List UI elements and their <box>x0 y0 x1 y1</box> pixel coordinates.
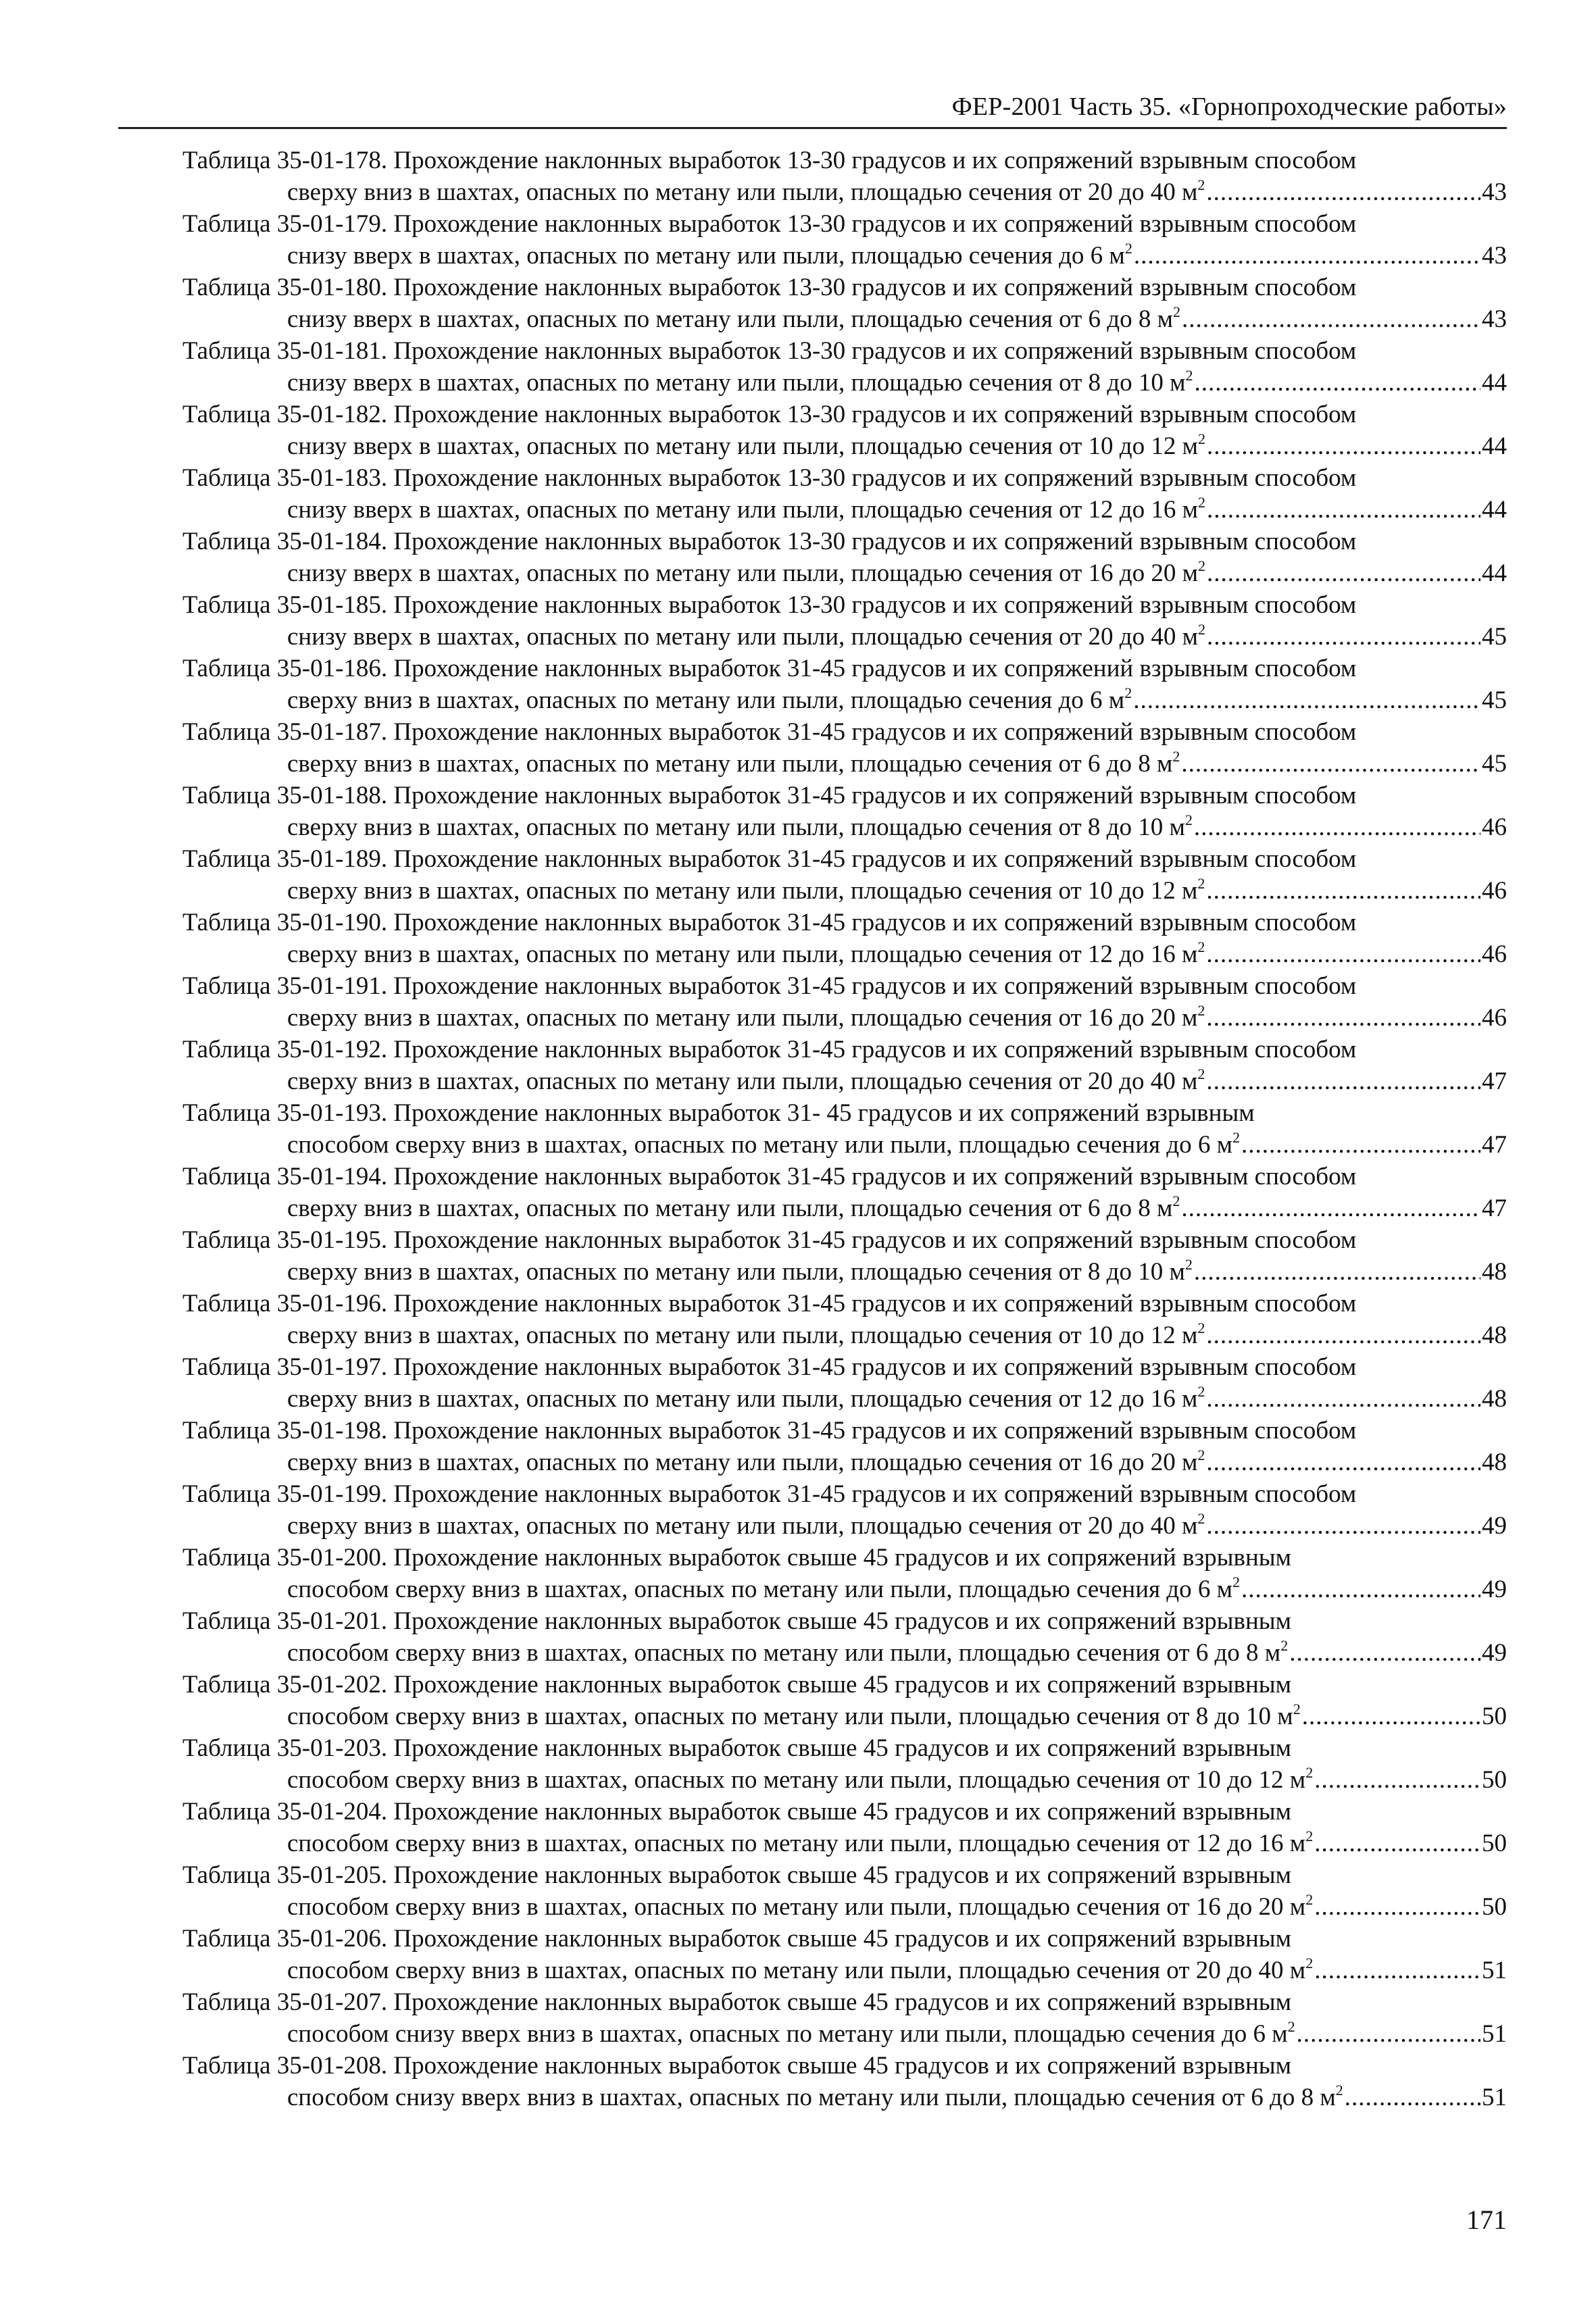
toc-page-number: 47 <box>1482 1194 1507 1222</box>
toc-page-number: 49 <box>1482 1512 1507 1540</box>
toc-title-line1: Прохождение наклонных выработок свыше 45 градусов и их сопряжений взрывным <box>393 1544 1292 1571</box>
unit-superscript: 2 <box>1197 1447 1205 1463</box>
dot-leader <box>1297 2018 1480 2050</box>
toc-entry[interactable] <box>182 1288 1507 1351</box>
table-number: Таблица 35-01-189. <box>182 845 388 873</box>
table-number: Таблица 35-01-196. <box>182 1290 388 1317</box>
toc-entry-continuation <box>182 811 1507 843</box>
toc-title-line2: способом сверху вниз в шахтах, опасных по метану или пыли, площадью сечения от 10 до 12 м <box>287 1766 1306 1794</box>
table-number: Таблица 35-01-206. <box>182 1925 388 1953</box>
toc-title-line2: способом сверху вниз в шахтах, опасных по метану или пыли, площадью сечения до 6 м <box>287 1576 1233 1603</box>
unit-superscript: 2 <box>1198 557 1206 574</box>
dot-leader <box>1206 176 1480 208</box>
toc-title-line1: Прохождение наклонных выработок 13-30 градусов и их сопряжений взрывным способом <box>393 528 1357 555</box>
toc-title-line1: Прохождение наклонных выработок 31-45 градусов и их сопряжений взрывным способом <box>393 1226 1357 1254</box>
toc-entry-continuation <box>182 1510 1507 1542</box>
toc-title-line2: сверху вниз в шахтах, опасных по метану или пыли, площадью сечения до 6 м <box>287 686 1125 714</box>
toc-title-line1: Прохождение наклонных выработок 13-30 градусов и их сопряжений взрывным способом <box>393 210 1357 238</box>
table-number: Таблица 35-01-187. <box>182 718 388 746</box>
dot-leader <box>1345 2082 1480 2113</box>
unit-superscript: 2 <box>1305 1891 1314 1908</box>
table-number: Таблица 35-01-179. <box>182 210 388 238</box>
toc-entry-heading <box>182 716 1507 748</box>
toc-page-number: 46 <box>1482 877 1507 905</box>
toc-entry-heading <box>182 1034 1507 1065</box>
toc-entry-continuation <box>182 1828 1507 1859</box>
toc-entry-continuation <box>182 1955 1507 1986</box>
dot-leader <box>1241 1129 1480 1161</box>
toc-title-line1: Прохождение наклонных выработок 13-30 градусов и их сопряжений взрывным способом <box>393 274 1357 301</box>
table-of-contents <box>182 145 1507 2113</box>
table-number: Таблица 35-01-185. <box>182 591 388 619</box>
toc-entry-heading <box>182 1097 1507 1129</box>
toc-title-line1: Прохождение наклонных выработок 31-45 градусов и их сопряжений взрывным способом <box>393 1036 1357 1063</box>
unit-superscript: 2 <box>1197 1319 1205 1336</box>
toc-entry[interactable] <box>182 1732 1507 1796</box>
toc-page-number: 48 <box>1482 1258 1507 1286</box>
toc-entry[interactable] <box>182 843 1507 907</box>
toc-entry-continuation <box>182 1447 1507 1478</box>
toc-entry[interactable] <box>182 716 1507 780</box>
unit-superscript: 2 <box>1198 430 1206 447</box>
toc-entry-continuation <box>182 430 1507 462</box>
toc-title-line1: Прохождение наклонных выработок свыше 45 градусов и их сопряжений взрывным <box>393 2052 1292 2080</box>
toc-entry[interactable] <box>182 399 1507 462</box>
toc-entry-heading <box>182 1796 1507 1828</box>
toc-title-line2: сверху вниз в шахтах, опасных по метану или пыли, площадью сечения от 20 до 40 м <box>287 1512 1198 1540</box>
toc-entry[interactable] <box>182 1097 1507 1161</box>
toc-title-line2: сверху вниз в шахтах, опасных по метану или пыли, площадью сечения от 8 до 10 м <box>287 813 1185 841</box>
toc-entry[interactable] <box>182 526 1507 589</box>
toc-entry-continuation <box>182 494 1507 526</box>
dot-leader <box>1206 1002 1480 1034</box>
toc-entry-continuation <box>182 176 1507 208</box>
toc-entry-heading <box>182 1669 1507 1701</box>
table-number: Таблица 35-01-186. <box>182 655 388 682</box>
toc-entry-heading <box>182 589 1507 621</box>
toc-page-number: 45 <box>1482 750 1507 778</box>
toc-entry-continuation <box>182 1256 1507 1288</box>
toc-entry-continuation <box>182 303 1507 335</box>
table-number: Таблица 35-01-182. <box>182 401 388 428</box>
unit-superscript: 2 <box>1124 684 1132 701</box>
toc-entry-heading <box>182 1542 1507 1574</box>
toc-page-number: 47 <box>1482 1131 1507 1159</box>
unit-superscript: 2 <box>1197 1383 1205 1400</box>
dot-leader <box>1207 494 1480 526</box>
toc-title-line2: способом снизу вверх вниз в шахтах, опасных по метану или пыли, площадью сечения до 6 м <box>287 2020 1288 2048</box>
unit-superscript: 2 <box>1184 1256 1193 1273</box>
toc-entry[interactable] <box>182 970 1507 1034</box>
toc-entry[interactable] <box>182 1605 1507 1669</box>
toc-page-number: 48 <box>1482 1322 1507 1349</box>
toc-title-line2: способом снизу вверх вниз в шахтах, опасных по метану или пыли, площадью сечения от 6 до 8 м <box>287 2084 1336 2111</box>
toc-entry-heading <box>182 1605 1507 1637</box>
toc-entry-heading <box>182 272 1507 303</box>
dot-leader <box>1314 1891 1480 1923</box>
dot-leader <box>1206 1447 1480 1478</box>
toc-entry-heading <box>182 1859 1507 1891</box>
table-number: Таблица 35-01-205. <box>182 1861 388 1889</box>
dot-leader <box>1314 1764 1480 1796</box>
toc-title-line2: сверху вниз в шахтах, опасных по метану или пыли, площадью сечения от 8 до 10 м <box>287 1258 1185 1286</box>
unit-superscript: 2 <box>1305 1955 1314 1971</box>
dot-leader <box>1206 1065 1480 1097</box>
toc-entry-heading <box>182 1478 1507 1510</box>
dot-leader <box>1207 557 1480 589</box>
dot-leader <box>1182 303 1480 335</box>
dot-leader <box>1206 875 1480 907</box>
toc-entry[interactable] <box>182 1923 1507 1986</box>
toc-title-line1: Прохождение наклонных выработок 13-30 градусов и их сопряжений взрывным способом <box>393 337 1357 365</box>
toc-page-number: 50 <box>1482 1893 1507 1921</box>
table-number: Таблица 35-01-201. <box>182 1607 388 1635</box>
toc-entry-continuation <box>182 1383 1507 1415</box>
table-number: Таблица 35-01-181. <box>182 337 388 365</box>
toc-title-line2: снизу вверх в шахтах, опасных по метану или пыли, площадью сечения от 6 до 8 м <box>287 305 1174 333</box>
toc-entry-heading <box>182 1415 1507 1447</box>
dot-leader <box>1195 367 1480 399</box>
toc-title-line2: способом сверху вниз в шахтах, опасных по метану или пыли, площадью сечения от 12 до 16 м <box>287 1830 1306 1857</box>
toc-title-line1: Прохождение наклонных выработок свыше 45 градусов и их сопряжений взрывным <box>393 1925 1292 1953</box>
unit-superscript: 2 <box>1197 938 1205 955</box>
toc-title-line1: Прохождение наклонных выработок 31-45 градусов и их сопряжений взрывным способом <box>393 909 1357 936</box>
toc-entry[interactable] <box>182 1161 1507 1224</box>
dot-leader <box>1206 1510 1480 1542</box>
toc-title-line1: Прохождение наклонных выработок 31-45 градусов и их сопряжений взрывным способом <box>393 1480 1357 1508</box>
toc-entry[interactable] <box>182 208 1507 272</box>
toc-entry[interactable] <box>182 1415 1507 1478</box>
dot-leader <box>1194 1256 1480 1288</box>
unit-superscript: 2 <box>1305 1764 1314 1781</box>
toc-entry[interactable] <box>182 1478 1507 1542</box>
unit-superscript: 2 <box>1335 2082 1343 2098</box>
toc-entry-continuation <box>182 938 1507 970</box>
toc-entry[interactable] <box>182 272 1507 335</box>
toc-title-line2: сверху вниз в шахтах, опасных по метану или пыли, площадью сечения от 16 до 20 м <box>287 1449 1198 1476</box>
unit-superscript: 2 <box>1172 748 1180 765</box>
toc-title-line1: Прохождение наклонных выработок 13-30 градусов и их сопряжений взрывным способом <box>393 591 1357 619</box>
toc-entry-heading <box>182 208 1507 240</box>
toc-entry[interactable] <box>182 653 1507 716</box>
toc-title-line1: Прохождение наклонных выработок 31-45 градусов и их сопряжений взрывным способом <box>393 718 1357 746</box>
toc-page-number: 43 <box>1482 178 1507 206</box>
unit-superscript: 2 <box>1198 621 1206 638</box>
dot-leader <box>1206 938 1480 970</box>
unit-superscript: 2 <box>1197 1065 1205 1082</box>
toc-title-line2: способом сверху вниз в шахтах, опасных по метану или пыли, площадью сечения от 16 до 20 м <box>287 1893 1306 1921</box>
table-number: Таблица 35-01-180. <box>182 274 388 301</box>
toc-title-line2: способом сверху вниз в шахтах, опасных по метану или пыли, площадью сечения от 6 до 8 м <box>287 1639 1281 1667</box>
toc-entry[interactable] <box>182 462 1507 526</box>
dot-leader <box>1207 430 1480 462</box>
table-number: Таблица 35-01-198. <box>182 1417 388 1444</box>
toc-title-line2: снизу вверх в шахтах, опасных по метану или пыли, площадью сечения от 12 до 16 м <box>287 496 1199 524</box>
toc-title-line2: снизу вверх в шахтах, опасных по метану или пыли, площадью сечения до 6 м <box>287 242 1125 270</box>
toc-page-number: 48 <box>1482 1385 1507 1413</box>
toc-page-number: 51 <box>1482 2020 1507 2048</box>
toc-title-line2: сверху вниз в шахтах, опасных по метану или пыли, площадью сечения от 6 до 8 м <box>287 1194 1173 1222</box>
toc-page-number: 46 <box>1482 940 1507 968</box>
toc-title-line2: способом сверху вниз в шахтах, опасных по метану или пыли, площадью сечения до 6 м <box>287 1131 1233 1159</box>
toc-entry-heading <box>182 1224 1507 1256</box>
unit-superscript: 2 <box>1172 1192 1180 1209</box>
dot-leader <box>1207 621 1480 653</box>
toc-entry[interactable] <box>182 1669 1507 1732</box>
unit-superscript: 2 <box>1293 1701 1301 1717</box>
unit-superscript: 2 <box>1197 176 1205 193</box>
toc-page-number: 47 <box>1482 1067 1507 1095</box>
table-number: Таблица 35-01-197. <box>182 1353 388 1381</box>
toc-entry-heading <box>182 462 1507 494</box>
page-number: 171 <box>1466 2205 1507 2235</box>
dot-leader <box>1133 684 1480 716</box>
table-number: Таблица 35-01-208. <box>182 2052 388 2080</box>
toc-entry[interactable] <box>182 589 1507 653</box>
table-number: Таблица 35-01-192. <box>182 1036 388 1063</box>
dot-leader <box>1302 1701 1480 1732</box>
toc-page-number: 44 <box>1482 496 1507 524</box>
unit-superscript: 2 <box>1287 2018 1295 2035</box>
dot-leader <box>1181 1192 1480 1224</box>
toc-title-line1: Прохождение наклонных выработок 31-45 градусов и их сопряжений взрывным способом <box>393 1163 1357 1190</box>
toc-title-line1: Прохождение наклонных выработок 31-45 градусов и их сопряжений взрывным способом <box>393 782 1357 809</box>
toc-entry-heading <box>182 335 1507 367</box>
toc-title-line2: сверху вниз в шахтах, опасных по метану или пыли, площадью сечения от 10 до 12 м <box>287 877 1198 905</box>
toc-entry[interactable] <box>182 1986 1507 2050</box>
toc-entry-heading <box>182 1923 1507 1955</box>
table-number: Таблица 35-01-178. <box>182 147 388 174</box>
toc-entry[interactable] <box>182 1351 1507 1415</box>
dot-leader <box>1194 811 1480 843</box>
toc-entry[interactable] <box>182 1224 1507 1288</box>
toc-page-number: 43 <box>1482 242 1507 270</box>
table-number: Таблица 35-01-184. <box>182 528 388 555</box>
toc-title-line1: Прохождение наклонных выработок 31- 45 градусов и их сопряжений взрывным <box>393 1099 1255 1127</box>
toc-title-line2: снизу вверх в шахтах, опасных по метану или пыли, площадью сечения от 16 до 20 м <box>287 559 1199 587</box>
toc-entry-continuation <box>182 684 1507 716</box>
toc-entry[interactable] <box>182 1542 1507 1605</box>
toc-title-line2: сверху вниз в шахтах, опасных по метану или пыли, площадью сечения от 16 до 20 м <box>287 1004 1198 1032</box>
table-number: Таблица 35-01-194. <box>182 1163 388 1190</box>
toc-title-line2: снизу вверх в шахтах, опасных по метану или пыли, площадью сечения от 10 до 12 м <box>287 432 1199 460</box>
table-number: Таблица 35-01-202. <box>182 1671 388 1699</box>
toc-title-line1: Прохождение наклонных выработок 31-45 градусов и их сопряжений взрывным способом <box>393 1290 1357 1317</box>
toc-page-number: 51 <box>1482 2084 1507 2111</box>
page-header <box>118 86 1507 129</box>
toc-entry-heading <box>182 907 1507 938</box>
toc-entry-continuation <box>182 2082 1507 2113</box>
toc-entry-continuation <box>182 621 1507 653</box>
toc-entry[interactable] <box>182 780 1507 843</box>
toc-title-line1: Прохождение наклонных выработок 31-45 градусов и их сопряжений взрывным способом <box>393 972 1357 1000</box>
toc-entry-heading <box>182 526 1507 557</box>
toc-page-number: 50 <box>1482 1766 1507 1794</box>
unit-superscript: 2 <box>1305 1828 1314 1844</box>
toc-entry-heading <box>182 1986 1507 2018</box>
toc-entry-continuation <box>182 367 1507 399</box>
unit-superscript: 2 <box>1184 811 1193 828</box>
toc-entry[interactable] <box>182 335 1507 399</box>
toc-page-number: 48 <box>1482 1449 1507 1476</box>
toc-entry-heading <box>182 653 1507 684</box>
dot-leader <box>1206 1319 1480 1351</box>
toc-entry[interactable] <box>182 1796 1507 1859</box>
toc-title-line2: сверху вниз в шахтах, опасных по метану или пыли, площадью сечения от 20 до 40 м <box>287 178 1198 206</box>
toc-page-number: 45 <box>1482 686 1507 714</box>
toc-entry-heading <box>182 780 1507 811</box>
toc-entry-continuation <box>182 1002 1507 1034</box>
unit-superscript: 2 <box>1232 1129 1241 1146</box>
toc-title-line1: Прохождение наклонных выработок 13-30 градусов и их сопряжений взрывным способом <box>393 401 1357 428</box>
toc-title-line2: снизу вверх в шахтах, опасных по метану или пыли, площадью сечения от 8 до 10 м <box>287 369 1186 397</box>
table-number: Таблица 35-01-200. <box>182 1544 388 1571</box>
toc-title-line2: способом сверху вниз в шахтах, опасных по метану или пыли, площадью сечения от 8 до 10 м <box>287 1703 1293 1730</box>
table-number: Таблица 35-01-203. <box>182 1734 388 1762</box>
toc-entry-heading <box>182 399 1507 430</box>
unit-superscript: 2 <box>1280 1637 1289 1654</box>
toc-page-number: 43 <box>1482 305 1507 333</box>
table-number: Таблица 35-01-193. <box>182 1099 388 1127</box>
unit-superscript: 2 <box>1173 303 1181 320</box>
unit-superscript: 2 <box>1232 1574 1241 1590</box>
toc-title-line1: Прохождение наклонных выработок свыше 45 градусов и их сопряжений взрывным <box>393 1671 1292 1699</box>
toc-entry-heading <box>182 970 1507 1002</box>
toc-title-line1: Прохождение наклонных выработок свыше 45 градусов и их сопряжений взрывным <box>393 1988 1292 2016</box>
toc-title-line1: Прохождение наклонных выработок 31-45 градусов и их сопряжений взрывным способом <box>393 1353 1357 1381</box>
toc-title-line2: сверху вниз в шахтах, опасных по метану или пыли, площадью сечения от 10 до 12 м <box>287 1322 1198 1349</box>
toc-title-line1: Прохождение наклонных выработок 31-45 градусов и их сопряжений взрывным способом <box>393 845 1357 873</box>
dot-leader <box>1134 240 1480 272</box>
toc-page-number: 44 <box>1482 369 1507 397</box>
toc-title-line1: Прохождение наклонных выработок свыше 45 градусов и их сопряжений взрывным <box>393 1798 1292 1826</box>
toc-entry-continuation <box>182 1574 1507 1605</box>
toc-entry-continuation <box>182 1891 1507 1923</box>
toc-page-number: 46 <box>1482 813 1507 841</box>
table-number: Таблица 35-01-188. <box>182 782 388 809</box>
toc-page-number: 44 <box>1482 432 1507 460</box>
table-number: Таблица 35-01-183. <box>182 464 388 492</box>
toc-page-number: 51 <box>1482 1957 1507 1984</box>
unit-superscript: 2 <box>1197 1510 1205 1527</box>
unit-superscript: 2 <box>1197 875 1205 892</box>
toc-title-line1: Прохождение наклонных выработок свыше 45 градусов и их сопряжений взрывным <box>393 1861 1292 1889</box>
toc-entry-heading <box>182 1161 1507 1192</box>
running-title: ФЕР-2001 Часть 35. «Горнопроходческие работы» <box>951 93 1507 121</box>
toc-title-line1: Прохождение наклонных выработок 31-45 градусов и их сопряжений взрывным способом <box>393 655 1357 682</box>
dot-leader <box>1289 1637 1480 1669</box>
toc-entry[interactable] <box>182 1859 1507 1923</box>
toc-page-number: 46 <box>1482 1004 1507 1032</box>
table-number: Таблица 35-01-195. <box>182 1226 388 1254</box>
toc-title-line1: Прохождение наклонных выработок свыше 45 градусов и их сопряжений взрывным <box>393 1734 1292 1762</box>
toc-entry-continuation <box>182 1129 1507 1161</box>
toc-entry-heading <box>182 1351 1507 1383</box>
toc-page-number: 45 <box>1482 623 1507 651</box>
table-number: Таблица 35-01-191. <box>182 972 388 1000</box>
toc-page-number: 49 <box>1482 1576 1507 1603</box>
unit-superscript: 2 <box>1124 240 1132 257</box>
toc-page-number: 44 <box>1482 559 1507 587</box>
unit-superscript: 2 <box>1185 367 1193 384</box>
dot-leader <box>1206 1383 1480 1415</box>
toc-title-line1: Прохождение наклонных выработок свыше 45 градусов и их сопряжений взрывным <box>393 1607 1292 1635</box>
toc-entry-heading <box>182 1288 1507 1319</box>
toc-title-line2: сверху вниз в шахтах, опасных по метану или пыли, площадью сечения от 6 до 8 м <box>287 750 1173 778</box>
unit-superscript: 2 <box>1198 494 1206 511</box>
toc-entry-continuation <box>182 1637 1507 1669</box>
toc-entry-heading <box>182 2050 1507 2082</box>
table-number: Таблица 35-01-204. <box>182 1798 388 1826</box>
toc-entry[interactable] <box>182 145 1507 208</box>
toc-title-line2: сверху вниз в шахтах, опасных по метану или пыли, площадью сечения от 20 до 40 м <box>287 1067 1198 1095</box>
toc-title-line2: сверху вниз в шахтах, опасных по метану или пыли, площадью сечения от 12 до 16 м <box>287 1385 1198 1413</box>
dot-leader <box>1314 1828 1480 1859</box>
toc-entry-continuation <box>182 1764 1507 1796</box>
toc-entry[interactable] <box>182 1034 1507 1097</box>
toc-entry-heading <box>182 145 1507 176</box>
table-number: Таблица 35-01-207. <box>182 1988 388 2016</box>
toc-entry-continuation <box>182 1065 1507 1097</box>
toc-title-line2: снизу вверх в шахтах, опасных по метану или пыли, площадью сечения от 20 до 40 м <box>287 623 1199 651</box>
toc-entry-continuation <box>182 748 1507 780</box>
toc-page-number: 49 <box>1482 1639 1507 1667</box>
toc-entry-heading <box>182 1732 1507 1764</box>
toc-entry-continuation <box>182 875 1507 907</box>
toc-title-line1: Прохождение наклонных выработок 13-30 градусов и их сопряжений взрывным способом <box>393 147 1357 174</box>
toc-title-line1: Прохождение наклонных выработок 31-45 градусов и их сопряжений взрывным способом <box>393 1417 1357 1444</box>
toc-entry-continuation <box>182 557 1507 589</box>
toc-entry[interactable] <box>182 907 1507 970</box>
toc-entry-continuation <box>182 1701 1507 1732</box>
table-number: Таблица 35-01-190. <box>182 909 388 936</box>
toc-entry-continuation <box>182 1192 1507 1224</box>
toc-entry-continuation <box>182 240 1507 272</box>
dot-leader <box>1241 1574 1480 1605</box>
table-number: Таблица 35-01-199. <box>182 1480 388 1508</box>
toc-page-number: 50 <box>1482 1703 1507 1730</box>
dot-leader <box>1314 1955 1480 1986</box>
toc-page-number: 50 <box>1482 1830 1507 1857</box>
toc-entry[interactable] <box>182 2050 1507 2113</box>
toc-entry-continuation <box>182 2018 1507 2050</box>
unit-superscript: 2 <box>1197 1002 1205 1019</box>
toc-title-line2: способом сверху вниз в шахтах, опасных по метану или пыли, площадью сечения от 20 до 40 м <box>287 1957 1306 1984</box>
toc-entry-heading <box>182 843 1507 875</box>
toc-title-line2: сверху вниз в шахтах, опасных по метану или пыли, площадью сечения от 12 до 16 м <box>287 940 1198 968</box>
dot-leader <box>1181 748 1480 780</box>
toc-title-line1: Прохождение наклонных выработок 13-30 градусов и их сопряжений взрывным способом <box>393 464 1357 492</box>
toc-entry-continuation <box>182 1319 1507 1351</box>
